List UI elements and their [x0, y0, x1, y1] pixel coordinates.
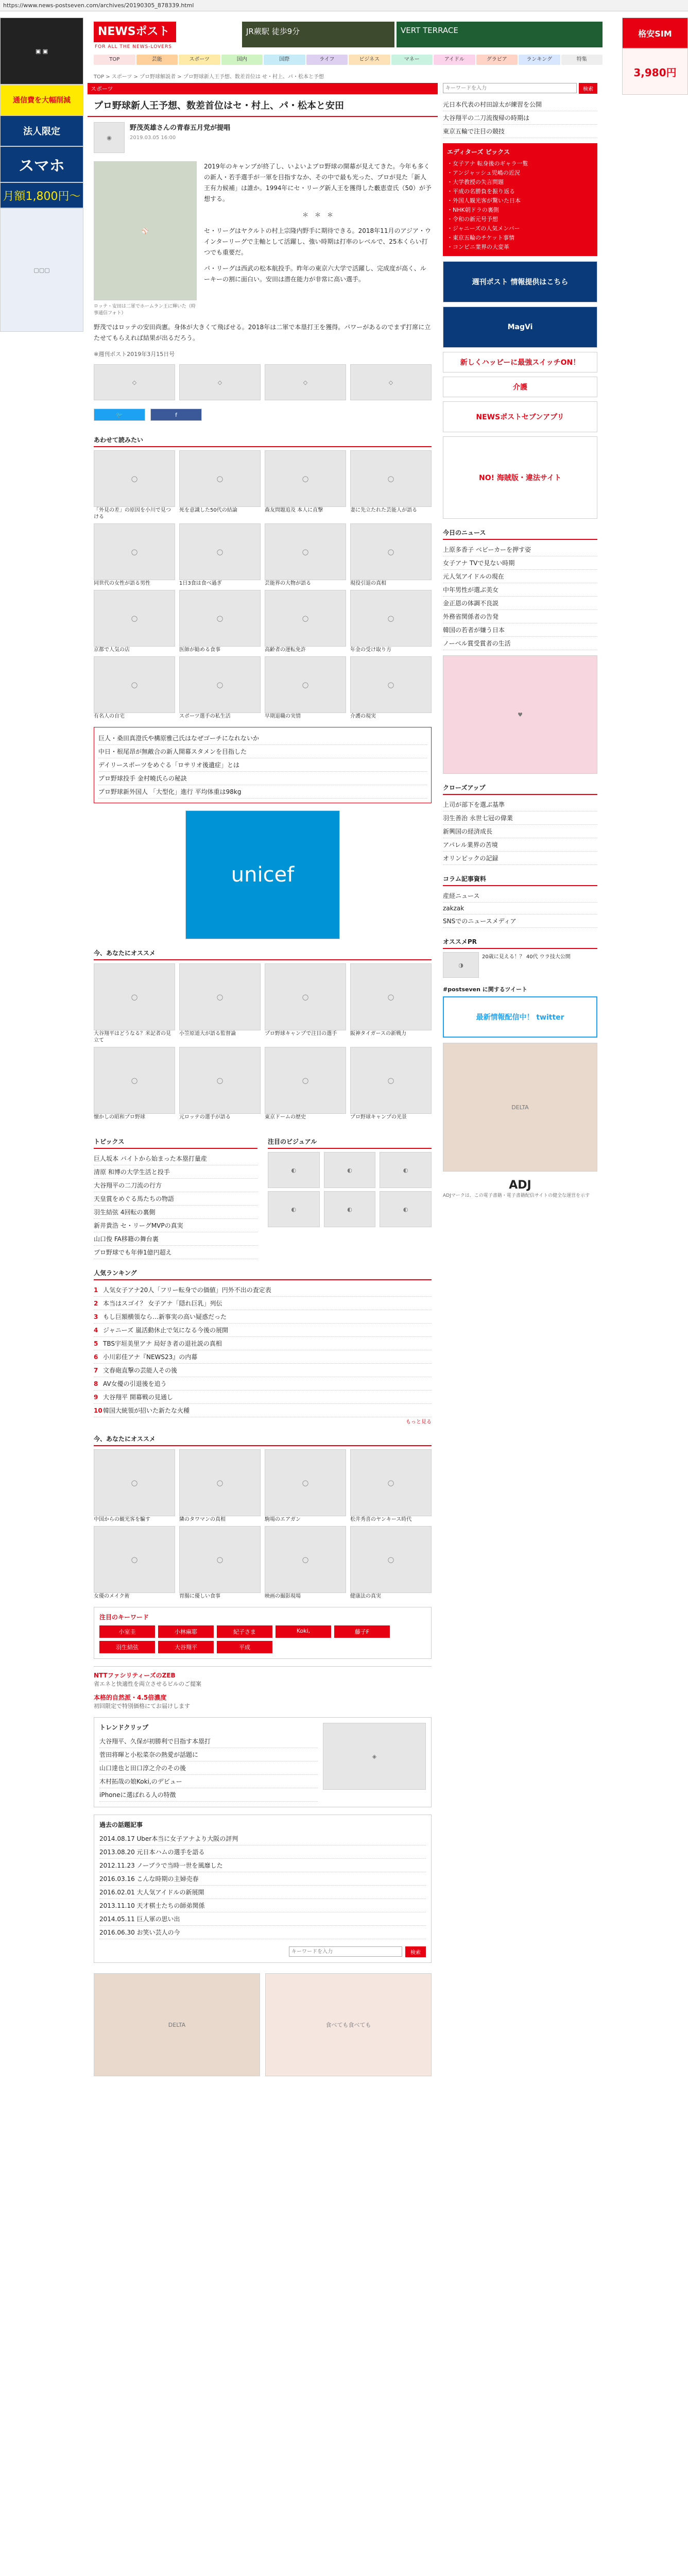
keyword-tag[interactable]: 紀子さま: [217, 1625, 272, 1638]
list-item[interactable]: iPhoneに選ばれる人の特徴: [99, 1788, 318, 1802]
sponsor-1-title[interactable]: NTTファシリティーズのZEB: [94, 1672, 176, 1679]
nav-item[interactable]: マネー: [391, 55, 433, 65]
bottom-ads: [94, 1973, 432, 2076]
header: [88, 18, 603, 69]
article-date: 2019.03.05 16:00: [130, 135, 176, 141]
main-nav: [94, 55, 603, 65]
card-title: 「外見の差」の原因を小川で見つける: [94, 507, 171, 520]
related-grid: [94, 450, 432, 720]
gravure-title: 注目のビジュアル: [268, 1135, 432, 1149]
editors-title: エディターズ ピックス: [447, 148, 510, 156]
nav-item[interactable]: ビジネス: [349, 55, 390, 65]
card-image: ◯: [94, 963, 175, 1030]
list-item[interactable]: 山口俊 FA移籍の舞台裏: [94, 1232, 257, 1246]
editors-item[interactable]: ・平成の名勝負を振り返る: [447, 188, 515, 195]
sponsor-box: [94, 1666, 432, 1710]
card-image: ◯: [350, 1526, 432, 1593]
editors-item[interactable]: ・ジャニーズの人気メンバー: [447, 225, 520, 232]
list-item[interactable]: 5 TBS宇垣美里アナ 局好き者の退社説の真相: [94, 1337, 432, 1350]
card-title: 隣のタワマンの真相: [179, 1517, 226, 1522]
grid-row: [94, 963, 432, 1044]
card-title: 阪神タイガースの新戦力: [350, 1031, 406, 1037]
list-item[interactable]: 4 ジャニーズ 嵐活動休止で気になる今後の展開: [94, 1324, 432, 1337]
osusume-section-title: 今、あなたにオススメ: [94, 946, 432, 960]
card[interactable]: [350, 450, 432, 520]
related-section-title: あわせて読みたい: [94, 433, 432, 447]
list-item[interactable]: 羽生善治 永世七冠の偉業: [443, 811, 597, 825]
left-ad-text2: 法人限定: [0, 115, 83, 146]
nav-item[interactable]: 芸能: [136, 55, 178, 65]
card[interactable]: [94, 523, 175, 587]
card-image: ◯: [94, 1526, 175, 1593]
sponsor-1-body: 省エネと快適性を両立させるビルのご提案: [94, 1681, 201, 1687]
card[interactable]: [265, 523, 346, 587]
card[interactable]: [350, 1047, 432, 1121]
inline-ad[interactable]: ◇: [94, 364, 175, 400]
card[interactable]: [350, 656, 432, 720]
site-tagline: FOR ALL THE NEWS-LOVERS: [95, 44, 172, 49]
bottom-search-button[interactable]: 検索: [405, 1946, 426, 1957]
list-item[interactable]: 8 AV女優の引退後を追う: [94, 1377, 432, 1391]
keyword-tag[interactable]: 小林麻耶: [158, 1625, 214, 1638]
card-image: ◯: [350, 1449, 432, 1516]
list-item[interactable]: 上原多香子 ベビーカーを押す姿: [443, 543, 597, 556]
card[interactable]: [179, 523, 261, 587]
list-item[interactable]: SNSでのニュースメディア: [443, 914, 597, 928]
editors-item[interactable]: ・東京五輪のチケット事情: [447, 234, 515, 241]
card[interactable]: [265, 1526, 346, 1600]
editors-item[interactable]: ・令和の新元号予想: [447, 216, 498, 223]
trends-box: [94, 1717, 432, 1807]
card-title: 大谷翔平はどうなる？米記者の見立て: [94, 1031, 171, 1043]
card-title: 妻に先立たれた芸能人が語る: [350, 507, 417, 513]
card[interactable]: [179, 1047, 261, 1121]
cloud-title: クローズアップ: [443, 781, 597, 795]
osusume-grid: [94, 963, 432, 1121]
list-item[interactable]: 天皇賞をめぐる馬たちの物語: [94, 1192, 257, 1206]
author-box: [88, 117, 438, 158]
card-image: ◯: [179, 1047, 261, 1114]
card-title: 松井秀喜のヤンキース時代: [350, 1517, 412, 1522]
nav-item[interactable]: 国内: [221, 55, 263, 65]
card-image: ◯: [179, 656, 261, 713]
card[interactable]: [94, 1449, 175, 1523]
list-item[interactable]: プロ野球でも年俸1億円超え: [94, 1246, 257, 1259]
twitter-share-button[interactable]: 🐦: [94, 409, 145, 421]
list-item[interactable]: 清原 和博の大学生活と投手: [94, 1165, 257, 1179]
trends-list: [99, 1735, 318, 1802]
editors-item[interactable]: ・大学教授の失言問題: [447, 179, 504, 185]
list-item[interactable]: デイリースポーツをめぐる「ロサリオ後遺症」とは: [98, 758, 427, 772]
osusume2-section-title: 今、あなたにオススメ: [94, 1432, 432, 1446]
grid-row: [94, 1047, 432, 1121]
left-ad-text4: 月額1,800円〜: [0, 182, 83, 208]
page-wrapper: [88, 18, 603, 2028]
side-search: [443, 83, 597, 94]
card-title: 胃腸に優しい食事: [179, 1594, 220, 1599]
list-item[interactable]: 2016.03.16 こんな時期の主婦売春: [99, 1872, 426, 1886]
card-image: ◯: [94, 590, 175, 647]
article-paragraph-4: 野茂ではロッテの安田尚憲。身体が大きくて飛ばせる。2018年は二軍で本塁打王を獲得。パワーがあるのでまず打席に立たせてもらえれば結果が出るだろう。: [94, 324, 431, 342]
card-title: 医師が勧める食事: [179, 647, 220, 653]
card-image: ◯: [265, 450, 346, 507]
list-item[interactable]: 中日・根尾昂が無敵合の新人開幕スタメンを目指した: [98, 745, 427, 758]
grid-row: [94, 590, 432, 653]
article-paragraph-2: セ・リーグはヤクルトの村上宗隆内野手に期待できる。2018年11月のアジア・ウインターリーグで主軸として活躍し、強い時期は打率のレベルで、25本くらい打つでも重要だ。: [204, 227, 431, 256]
card-title: 森友問題追及 本人に直撃: [265, 507, 323, 513]
list-item[interactable]: 元日本代表の村田諒太が練習を公開: [443, 98, 597, 111]
card-image: ◯: [350, 450, 432, 507]
list-item[interactable]: 巨人・桑田真澄氏や構原雅己氏はなぜゴーチになれないか: [98, 732, 427, 745]
card[interactable]: [179, 1449, 261, 1523]
card[interactable]: [179, 450, 261, 520]
list-item[interactable]: 7 文春砲直撃の芸能人その後: [94, 1364, 432, 1377]
card[interactable]: [265, 963, 346, 1044]
card-title: 元ロッテの選手が語る: [179, 1114, 231, 1120]
card-image: ◯: [179, 523, 261, 580]
list-item[interactable]: アパレル業界の苦境: [443, 838, 597, 852]
editors-item[interactable]: ・外国人観光客が驚いた日本: [447, 197, 521, 204]
card[interactable]: [265, 590, 346, 653]
card[interactable]: [179, 656, 261, 720]
adj-logo: ADJ: [509, 1179, 531, 1192]
card[interactable]: [350, 1526, 432, 1600]
list-item[interactable]: 金正恩の体調不良説: [443, 597, 597, 610]
list-item[interactable]: 2014.05.11 巨人軍の思い出: [99, 1912, 426, 1926]
right-ad-text1: 格安SIM: [622, 18, 688, 48]
share-buttons: [88, 403, 438, 426]
card-image: ◯: [265, 1449, 346, 1516]
ranking-list: [94, 1283, 432, 1417]
card[interactable]: [265, 1449, 346, 1523]
card-image: ◯: [265, 523, 346, 580]
list-item[interactable]: 外務省関係者の告発: [443, 610, 597, 623]
card-image: ◯: [94, 523, 175, 580]
left-ad[interactable]: [0, 18, 83, 332]
list-item[interactable]: 中年男性が選ぶ美女: [443, 583, 597, 597]
card-title: 1日3食は食べ過ぎ: [179, 581, 222, 586]
list-item[interactable]: ノーベル賞受賞者の生活: [443, 637, 597, 650]
side-more-title: 今日のニュース: [443, 526, 597, 540]
card-title: 芸能界の大物が語る: [265, 581, 311, 586]
article-category[interactable]: スポーツ: [88, 83, 438, 94]
card-image: ◯: [179, 1526, 261, 1593]
keyword-tag[interactable]: 小室圭: [99, 1625, 155, 1638]
card[interactable]: [265, 656, 346, 720]
list-item[interactable]: 新興国の経済成長: [443, 825, 597, 838]
author-avatar: ◉: [94, 122, 125, 153]
keyword-list: [99, 1625, 426, 1653]
list-item[interactable]: 大谷翔平、久保が初勝利で目指す本塁打: [99, 1735, 318, 1748]
facebook-share-button[interactable]: f: [150, 409, 202, 421]
sidebar: [443, 83, 597, 1198]
list-item[interactable]: プロ野球投手 金村曉氏らの秘訣: [98, 772, 427, 785]
grid-row: [94, 656, 432, 720]
card-title: 有名人の自宅: [94, 714, 125, 719]
list-item[interactable]: 2014.08.17 Uber本当に女子アナより大阪の評判: [99, 1832, 426, 1845]
trends-title: トレンドクリップ: [99, 1724, 148, 1731]
card[interactable]: [179, 590, 261, 653]
list-item[interactable]: 2013.11.10 天才棋士たちの師弟関係: [99, 1899, 426, 1912]
side-search-input[interactable]: [443, 83, 577, 93]
card-image: ◯: [350, 656, 432, 713]
nav-item[interactable]: グラビア: [476, 55, 518, 65]
ranking-more-link[interactable]: もっと見る: [406, 1419, 432, 1425]
card-image: ◯: [265, 1047, 346, 1114]
card-title: 映画の撮影現場: [265, 1594, 301, 1599]
card-image: ◯: [265, 590, 346, 647]
grid-row: [94, 1449, 432, 1523]
nav-item[interactable]: 特集: [561, 55, 603, 65]
card-image: ◯: [94, 1449, 175, 1516]
card-image: ◯: [179, 1449, 261, 1516]
nav-item[interactable]: ランキング: [519, 55, 560, 65]
keyword-tag[interactable]: 大谷翔平: [158, 1641, 214, 1653]
topics-title: トピックス: [94, 1135, 257, 1149]
list-item[interactable]: 2016.06.30 お笑い芸人の今: [99, 1926, 426, 1939]
article-paragraph-1: 2019年のキャンプが終了し、いよいよプロ野球の開幕が見えてきた。今年も多くの新人・若手選手が一軍を目指すなか、その中で最も光った、プロが見た「新人王有力候補」は誰か。1994年にセ・リーグ新人王を獲得した藪恵壹氏（50）が予想する。: [204, 163, 432, 202]
list-item[interactable]: 2 本当はスゴイ？ 女子アナ「隠れ巨乳」列伝: [94, 1297, 432, 1310]
card-image: ◯: [179, 450, 261, 507]
card[interactable]: [350, 963, 432, 1044]
editors-box: [443, 143, 597, 256]
left-ad-text3: スマホ: [0, 146, 83, 182]
trends-image[interactable]: ◈: [323, 1723, 426, 1790]
card-title: 女優のメイク術: [94, 1594, 130, 1599]
card-image: ◯: [350, 1047, 432, 1114]
card-title: 高齢者の運転免許: [265, 647, 306, 653]
side-banner[interactable]: 週刊ポスト 情報提供はこちら: [443, 261, 597, 302]
card-title: プロ野球キャンプの光景: [350, 1114, 407, 1120]
breaking-box: [94, 727, 432, 803]
card[interactable]: [350, 523, 432, 587]
list-item[interactable]: 木村拓哉の娘Koki,のデビュー: [99, 1775, 318, 1788]
keyword-tag[interactable]: 藤子F: [334, 1625, 390, 1638]
right-ad-price: 3,980円: [622, 48, 688, 95]
card-image: ◯: [350, 523, 432, 580]
partner-list: [443, 889, 597, 928]
history-title: 過去の話題記事: [99, 1821, 143, 1828]
inline-ad[interactable]: ◇: [179, 364, 261, 400]
list-item[interactable]: 2012.11.23 ノーブラで当時一世を風靡した: [99, 1859, 426, 1872]
keyword-tag[interactable]: 羽生結弦: [99, 1641, 155, 1653]
unicef-ad[interactable]: unicef: [185, 810, 340, 939]
photo-caption: ロッテ・安田は二軍でホームラン王に輝いた（時事通信フォト）: [94, 304, 196, 316]
card-title: プロ野球キャンプで注目の選手: [265, 1031, 337, 1037]
sponsor-2-body: 初回限定で特別価格にてお届けします: [94, 1703, 190, 1709]
card-image: ◯: [350, 590, 432, 647]
card-image: ◯: [179, 590, 261, 647]
side-delta-ad[interactable]: DELTA: [443, 1043, 597, 1172]
osusume-pr-title: オススメPR: [443, 935, 597, 949]
bottom-ad-2[interactable]: 食べても食べても: [265, 1973, 432, 2076]
twitter-label: #postseven に関するツイート: [443, 986, 527, 993]
card-title: 現役引退の真相: [350, 581, 386, 586]
card[interactable]: [94, 450, 175, 520]
editors-item[interactable]: ・女子アナ 転身後のギャラ一覧: [447, 160, 528, 167]
card-image: ◯: [265, 963, 346, 1030]
list-item[interactable]: 大谷翔平の二刀流復帰の時期は: [443, 111, 597, 125]
list-item[interactable]: 東京五輪で注目の競技: [443, 125, 597, 138]
header-ad-1[interactable]: JR蕨駅 徒歩9分: [242, 22, 394, 47]
nav-item[interactable]: 国際: [264, 55, 305, 65]
grid-row: [94, 450, 432, 520]
inline-ad[interactable]: ◇: [350, 364, 432, 400]
list-item[interactable]: 6 小川彩佳アナ『NEWS23』の内幕: [94, 1350, 432, 1364]
card-title: 京都で人気の店: [94, 647, 130, 653]
list-item[interactable]: 大谷翔平の二刀流の行方: [94, 1179, 257, 1192]
list-item[interactable]: プロ野球新外国人 「大型化」進行 平均体重は98kg: [98, 785, 427, 799]
keyword-tag[interactable]: 平成: [217, 1641, 272, 1653]
card[interactable]: [350, 590, 432, 653]
card-image: ◯: [265, 1526, 346, 1593]
side-pink-ad[interactable]: ♥: [443, 655, 597, 774]
side-top-news: [443, 98, 597, 138]
editors-item[interactable]: ・アンジャッシュ児嶋の近況: [447, 170, 520, 176]
list-item[interactable]: 女子アナ TVで見ない時期: [443, 556, 597, 570]
list-item[interactable]: 巨人坂本 バイトから始まった本塁打量産: [94, 1152, 257, 1165]
adj-text: ADJマークは、この電子書籍・電子書籍配信サイトの健全な運営を示す: [443, 1193, 590, 1198]
side-banners: [443, 261, 597, 519]
side-banner[interactable]: 新しくハッピーに最強スイッチON！: [443, 352, 597, 372]
card-title: 中国からの観光客を騙す: [94, 1517, 150, 1522]
side-banner[interactable]: NEWSポストセブンアプリ: [443, 401, 597, 432]
list-item[interactable]: 2013.08.20 元日本ハムの選手を語る: [99, 1845, 426, 1859]
editors-list: [447, 159, 593, 252]
card-image: ◯: [94, 1047, 175, 1114]
partner-title: コラム記事資料: [443, 872, 597, 886]
left-ad-phones: ▢▢▢: [0, 208, 83, 332]
bottom-ad-1[interactable]: DELTA: [94, 1973, 260, 2076]
pr-text[interactable]: 20歳に見える！？ 40代 ウラ技大公開: [482, 954, 571, 960]
twitter-banner[interactable]: 最新情報配信中！ twitter: [443, 996, 597, 1038]
side-search-button[interactable]: 検索: [579, 83, 597, 94]
card[interactable]: [265, 450, 346, 520]
list-item[interactable]: 10韓国大統領が招いた新たな火種: [94, 1404, 432, 1417]
card-title: 小笠原道大が語る監督論: [179, 1031, 236, 1037]
grid-row: [94, 523, 432, 587]
card[interactable]: [179, 1526, 261, 1600]
keyword-box: [94, 1607, 432, 1659]
list-item[interactable]: オリンピックの記録: [443, 852, 597, 865]
card[interactable]: [94, 963, 175, 1044]
topics-list: [94, 1152, 257, 1259]
card[interactable]: [94, 590, 175, 653]
pr-image[interactable]: ◑: [443, 952, 479, 978]
inline-ads: [88, 364, 438, 400]
card-title: 死を意識した50代の結論: [179, 507, 237, 513]
card-image: ◯: [179, 963, 261, 1030]
site-logo[interactable]: NEWSポスト: [94, 22, 176, 42]
keyword-tag[interactable]: Koki,: [276, 1625, 331, 1638]
author-name: 野茂英雄さんの青春五月党が提唱: [130, 124, 231, 132]
card-title: 介護の現実: [350, 714, 376, 719]
list-item[interactable]: 韓国の若者が嫌う日本: [443, 623, 597, 637]
header-ad-2[interactable]: VERT TERRACE: [397, 22, 603, 47]
bottom-search-input[interactable]: [289, 1946, 402, 1957]
side-banner[interactable]: NO! 海賊版・違法サイト: [443, 436, 597, 519]
side-banner[interactable]: MagVi: [443, 307, 597, 348]
article-body-top: ⚾ ロッテ・安田は二軍でホームラン王に輝いた（時事通信フォト） 2019年のキャンプが終了し、いよいよプロ野球の開幕が見えてきた。今年も多くの新人・若手選手が一軍を目指すなか、その中で最も光った、プロが見た「新人王有力候補」は誰か。1994年にセ・リーグ新人王を獲得した藪恵壹氏（50）が予想する。 ＊ ＊ ＊ セ・リーグはヤクルトの村上宗隆内野手に期待できる。2018年11月のアジア・ウインターリーグで主軸として活躍し、強い時期は打率のレベルで、25本くらい打つでも重要だ。 パ・リーグは西武の松本航投手。昨年の東京六大学で活躍し、完成度が高く、ルーキーの割に面白い。安田は潜在能力が非常に高い選手。: [88, 158, 438, 319]
history-box: [94, 1815, 432, 1963]
breadcrumb: TOP > スポーツ > プロ野球解説者 > プロ野球新人王予想、数差首位は せ・村上、パ・松本と予想: [94, 74, 324, 80]
list-item[interactable]: 9 大谷翔平 開幕戦の見通し: [94, 1391, 432, 1404]
more-grid: [94, 1449, 432, 1600]
card[interactable]: [94, 1047, 175, 1121]
card-title: 早期退職の実情: [265, 714, 301, 719]
inline-ad[interactable]: ◇: [265, 364, 346, 400]
list-item[interactable]: zakzak: [443, 903, 597, 914]
ranking-title: 人気ランキング: [94, 1266, 432, 1280]
list-item[interactable]: 元人気アイドルの現在: [443, 570, 597, 583]
list-item[interactable]: 3 もし巨額横領なら…新事実の高い疑惑だった: [94, 1310, 432, 1324]
card-title: 駒場のエアガン: [265, 1517, 301, 1522]
article-title: プロ野球新人王予想、数差首位はセ・村上、パ・松本と安田: [88, 94, 438, 117]
side-more-list: [443, 543, 597, 650]
list-item[interactable]: 菅田将暉と小松菜奈の熱愛が話題に: [99, 1748, 318, 1761]
list-item[interactable]: 新井貴浩 セ・リーグMVPの真実: [94, 1219, 257, 1232]
card-title: 東京ドームの歴史: [265, 1114, 306, 1120]
editors-item[interactable]: ・コンビニ業界の大変革: [447, 244, 509, 250]
article-paragraph-3: パ・リーグは西武の松本航投手。昨年の東京六大学で活躍し、完成度が高く、ルーキーの割に面白い。安田は潜在能力が非常に高い選手。: [204, 265, 426, 283]
left-ad-image: ▣ ▣: [0, 18, 83, 84]
card-title: 年金の受け取り方: [350, 647, 391, 653]
card-image: ◯: [350, 963, 432, 1030]
keyword-title: 注目のキーワード: [99, 1614, 149, 1621]
nav-item[interactable]: アイドル: [434, 55, 475, 65]
breaking-list: [98, 732, 427, 799]
card-title: 懐かしの昭和プロ野球: [94, 1114, 145, 1120]
left-ad-text1: 通信費を大幅削減: [0, 84, 83, 115]
sponsor-2-title[interactable]: 本格的自然派・4.5倍濃度: [94, 1694, 167, 1701]
list-item[interactable]: 山口達也と田口淳之介のその後: [99, 1761, 318, 1775]
list-item[interactable]: 1 人気女子アナ20人「フリー転身での価値」円外不出の査定表: [94, 1283, 432, 1297]
card[interactable]: [94, 1526, 175, 1600]
card-image: ◯: [94, 656, 175, 713]
article-photo[interactable]: ⚾: [94, 161, 197, 300]
list-item[interactable]: 羽生結弦 4回転の裏側: [94, 1206, 257, 1219]
list-item[interactable]: 上司が部下を選ぶ基準: [443, 798, 597, 811]
card[interactable]: [265, 1047, 346, 1121]
card[interactable]: [94, 656, 175, 720]
editors-item[interactable]: ・NHK朝ドラの裏側: [447, 207, 499, 213]
card[interactable]: [179, 963, 261, 1044]
cloud-list: [443, 798, 597, 865]
card-title: スポーツ選手の私生活: [179, 714, 231, 719]
list-item[interactable]: 産経ニュース: [443, 889, 597, 903]
bottom-search: [99, 1946, 426, 1957]
card[interactable]: [350, 1449, 432, 1523]
list-item[interactable]: 2016.02.01 大人気アイドルの新展開: [99, 1886, 426, 1899]
nav-item[interactable]: スポーツ: [179, 55, 220, 65]
topics-row: トピックス 巨人坂本 バイトから始まった本塁打量産 清原 和博の大学生活と投手 大谷翔平の二刀流の行方 天皇賞をめぐる馬たちの物語 羽生結弦 4回転の裏側 新井貴浩 セ・リーグMVPの真実 山口俊 FA移籍の舞台裏 プロ野球でも年俸1億円超え 注目のビジュアル ◐ ◐ ◐ ◐ ◐ ◐: [94, 1128, 432, 1259]
card-title: 健康法の真実: [350, 1594, 381, 1599]
nav-item[interactable]: ライフ: [306, 55, 348, 65]
right-ad[interactable]: [622, 18, 688, 95]
side-banner[interactable]: 介護: [443, 377, 597, 397]
main-column: [88, 83, 438, 2076]
history-list: [99, 1832, 426, 1939]
nav-item[interactable]: TOP: [94, 55, 135, 65]
grid-row: [94, 1526, 432, 1600]
article-source: ※週刊ポスト2019年3月15日号: [94, 351, 175, 358]
url-bar[interactable]: https://www.news-postseven.com/archives/20190305_878339.html: [0, 0, 688, 11]
card-title: 同世代の女性が語る男性: [94, 581, 150, 586]
card-image: ◯: [265, 656, 346, 713]
card-image: ◯: [94, 450, 175, 507]
